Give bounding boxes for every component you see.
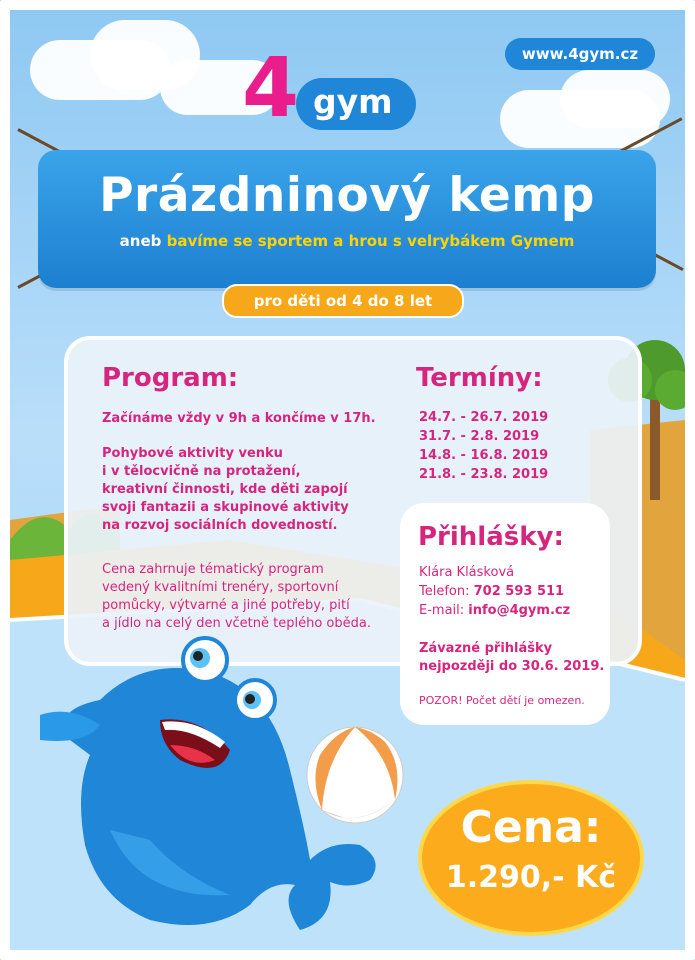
term-date: 24.7. - 26.7. 2019 <box>419 410 549 425</box>
terms-heading: Termíny: <box>416 363 543 393</box>
deadline-line: nejpozději do 30.6. 2019. <box>419 659 605 674</box>
contact-email <box>419 603 570 618</box>
program-activities <box>102 445 349 535</box>
capacity-note: POZOR! Počet dětí je omezen. <box>419 694 585 707</box>
deadline-line: Závazné přihlášky <box>419 641 553 656</box>
subtitle-text: bavíme se sportem a hrou s velrybákem Gymem <box>166 232 575 250</box>
age-badge: pro děti od 4 do 8 let <box>222 284 464 318</box>
registration-heading: Přihlášky: <box>418 522 564 552</box>
term-date: 14.8. - 16.8. 2019 <box>419 448 549 463</box>
camp-subtitle <box>38 232 656 250</box>
price-info-line: a jídlo na celý den včetně teplého oběda. <box>102 616 371 631</box>
phone-number[interactable]: 702 593 511 <box>473 584 565 599</box>
email-address[interactable]: info@4gym.cz <box>468 603 571 618</box>
program-hours: Začínáme vždy v 9h a končíme v 17h. <box>102 411 376 426</box>
deadline <box>419 640 604 676</box>
activity-line: i v tělocvičně na protažení, <box>102 464 301 479</box>
price-label: Cena: <box>460 802 602 853</box>
price-value: 1.290,- Kč <box>445 860 617 895</box>
phone-label: Telefon: <box>419 584 470 599</box>
camp-title: Prázdninový kemp <box>99 168 595 223</box>
activity-line: svoji fantazii a skupinové aktivity <box>102 500 349 515</box>
term-date: 21.8. - 23.8. 2019 <box>419 467 549 482</box>
price-info-line: pomůcky, výtvarné a jiné potřeby, pití <box>102 598 350 613</box>
logo-word: gym <box>313 82 393 121</box>
activity-line: kreativní činnosti, kde děti zapojí <box>102 482 348 497</box>
contact-name: Klára Klásková <box>419 565 515 580</box>
website-url[interactable]: www.4gym.cz <box>505 38 655 70</box>
term-date: 31.7. - 2.8. 2019 <box>419 429 540 444</box>
subtitle-prefix: aneb <box>119 232 162 250</box>
logo-number: 4 <box>242 41 300 136</box>
program-heading: Program: <box>102 363 239 393</box>
contact-phone <box>419 584 564 599</box>
price-info-line: vedený kvalitními trenéry, sportovní <box>102 580 339 595</box>
beach-ball <box>300 720 410 830</box>
activity-line: Pohybové aktivity venku <box>102 446 283 461</box>
price-info-line: Cena zahrnuje tématický program <box>102 562 324 577</box>
activity-line: na rozvoj sociálních dovedností. <box>102 518 338 533</box>
price-includes <box>102 561 371 633</box>
email-label: E-mail: <box>419 603 465 618</box>
